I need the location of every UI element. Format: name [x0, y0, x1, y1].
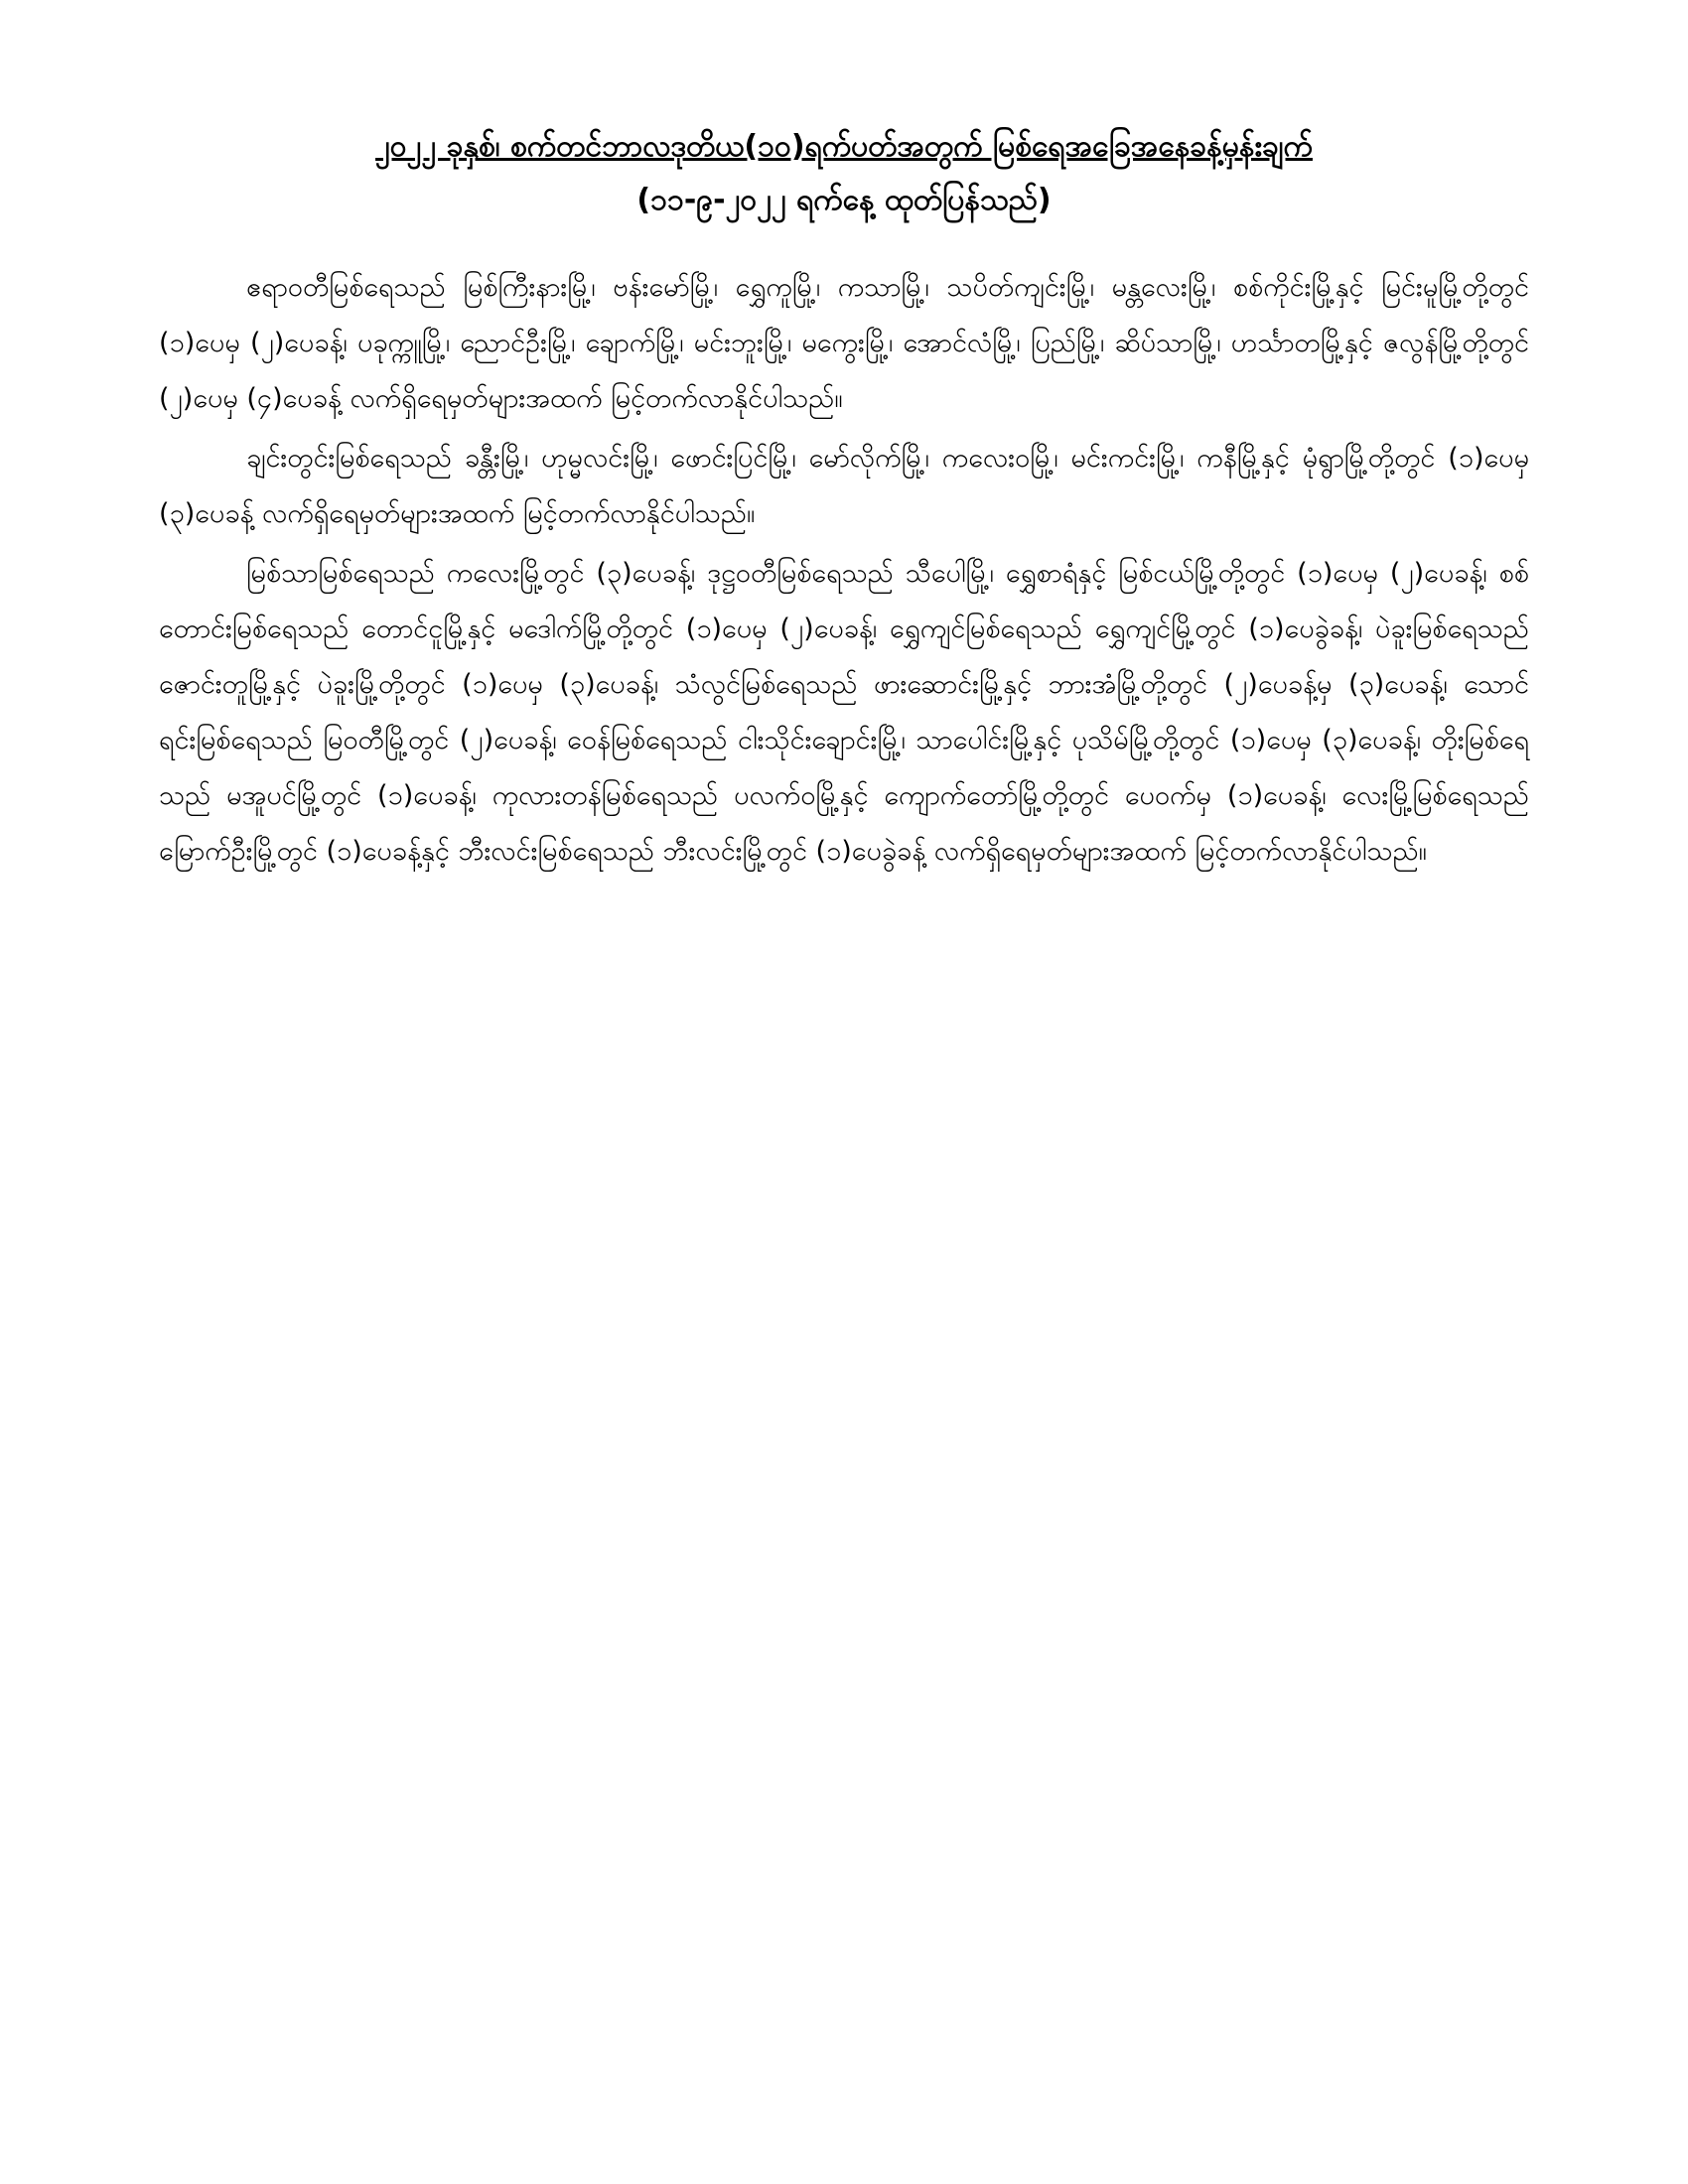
document-subtitle: (၁၁-၉-၂၀၂၂ ရက်နေ့ ထုတ်ပြန်သည်): [636, 183, 1052, 217]
document-title: ၂၀၂၂ ခုနှစ်၊ စက်တင်ဘာလဒုတိယ(၁၀)ရက်ပတ်အတွက် မြစ်ရေအခြေအနေခန့်မှန်းချက်: [375, 129, 1313, 164]
document-body: [159, 260, 1529, 884]
paragraph-chindwin: ချင်းတွင်းမြစ်ရေသည် ခန္တီးမြို့၊ ဟုမ္မလင်းမြို့၊ ဖောင်းပြင်မြို့၊ မော်လိုက်မြို့၊ ကလေးဝမြို့၊ မင်းကင်းမြို့၊ ကနီမြို့နှင့် မုံရွာမြို့တို့တွင် (၁)ပေမှ (၃)ပေခန့် လက်ရှိရေမှတ်များအထက် မြင့်တက်လာနိုင်ပါသည်။: [159, 443, 1529, 529]
paragraph-irrawaddy: ဧရာဝတီမြစ်ရေသည် မြစ်ကြီးနားမြို့၊ ဗန်းမော်မြို့၊ ရွှေကူမြို့၊ ကသာမြို့၊ သပိတ်ကျင်းမြို့၊ မန္တလေးမြို့၊ စစ်ကိုင်းမြို့နှင့် မြင်းမူမြို့တို့တွင် (၁)ပေမှ (၂)ပေခန့်၊ ပခုက္ကူမြို့၊ ညောင်ဦးမြို့၊ ချောက်မြို့၊ မင်းဘူးမြို့၊ မကွေးမြို့၊ အောင်လံမြို့၊ ပြည်မြို့၊ ဆိပ်သာမြို့၊ ဟင်္သာတမြို့နှင့် ဇလွန်မြို့တို့တွင် (၂)ပေမှ (၄)ပေခန့် လက်ရှိရေမှတ်များအထက် မြင့်တက်လာနိုင်ပါသည်။: [159, 272, 1529, 414]
paragraph-other-rivers: မြစ်သာမြစ်ရေသည် ကလေးမြို့တွင် (၃)ပေခန့်၊ ဒုဋ္ဌဝတီမြစ်ရေသည် သီပေါမြို့၊ ရွှေစာရံနှင့် မြစ်ငယ်မြို့တို့တွင် (၁)ပေမှ (၂)ပေခန့်၊ စစ်တောင်းမြစ်ရေသည် တောင်ငူမြို့နှင့် မဒေါက်မြို့တို့တွင် (၁)ပေမှ (၂)ပေခန့်၊ ရွှေကျင်မြစ်ရေသည် ရွှေကျင်မြို့တွင် (၁)ပေခွဲခန့်၊ ပဲခူးမြစ်ရေသည် ဇောင်းတူမြို့နှင့် ပဲခူးမြို့တို့တွင် (၁)ပေမှ (၃)ပေခန့်၊ သံလွင်မြစ်ရေသည် ဖားဆောင်းမြို့နှင့် ဘားအံမြို့တို့တွင် (၂)ပေခန့်မှ (၃)ပေခန့်၊ သောင်ရင်းမြစ်ရေသည် မြဝတီမြို့တွင် (၂)ပေခန့်၊ ဝေန်မြစ်ရေသည် ငါးသိုင်းချောင်းမြို့၊ သာပေါင်းမြို့နှင့် ပုသိမ်မြို့တို့တွင် (၁)ပေမှ (၃)ပေခန့်၊ တိုးမြစ်ရေသည် မအူပင်မြို့တွင် (၁)ပေခန့်၊ ကုလားတန်မြစ်ရေသည် ပလက်ဝမြို့နှင့် ကျောက်တော်မြို့တို့တွင် ပေဝက်မှ (၁)ပေခန့်၊ လေးမြို့မြစ်ရေသည် မြောက်ဦးမြို့တွင် (၁)ပေခန့်နှင့် ဘီးလင်းမြစ်ရေသည် ဘီးလင်းမြို့တွင် (၁)ပေခွဲခန့် လက်ရှိရေမှတ်များအထက် မြင့်တက်လာနိုင်ပါသည်။: [159, 558, 1529, 867]
